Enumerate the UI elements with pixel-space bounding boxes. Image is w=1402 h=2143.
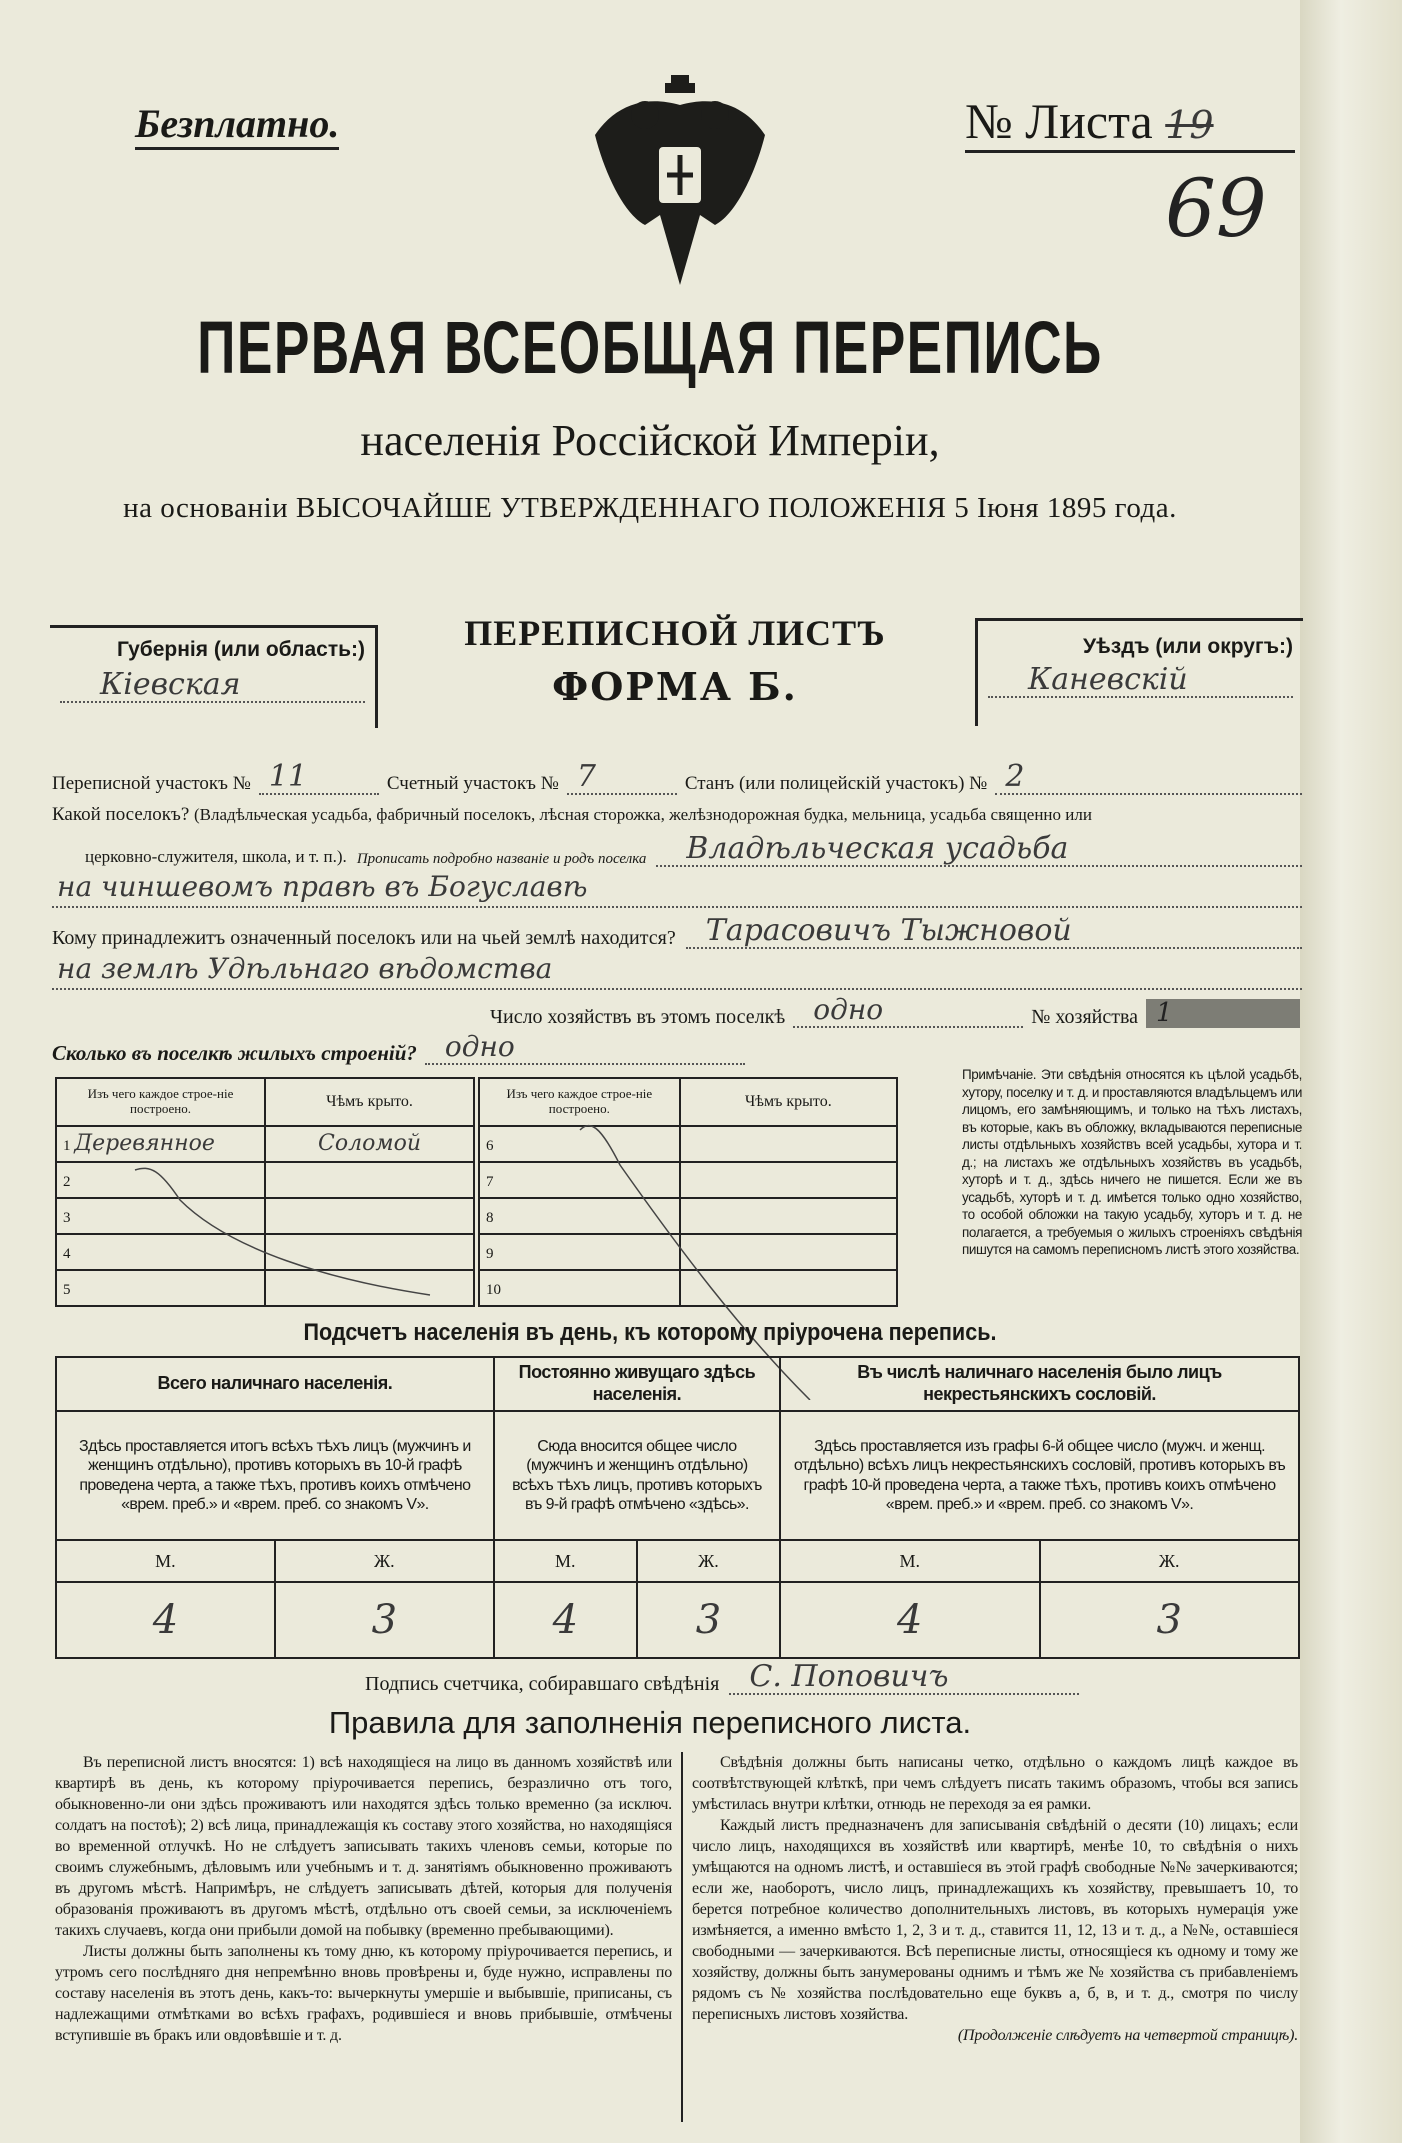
- settlement-q: Какой поселокъ?: [52, 804, 190, 825]
- building-row: [479, 1162, 897, 1198]
- imperial-eagle-emblem: [585, 75, 775, 290]
- male-count: 4: [494, 1582, 637, 1658]
- buildings-question: Сколько въ поселкѣ жилыхъ строеній?: [52, 1040, 417, 1065]
- settlement-row: [85, 832, 1302, 867]
- building-material: [56, 1198, 265, 1234]
- household-no-value: 1: [1146, 999, 1300, 1028]
- female-count: 3: [1040, 1582, 1300, 1658]
- building-row: [479, 1126, 897, 1162]
- form-header: [380, 612, 970, 709]
- buildings-table-left: [55, 1077, 475, 1307]
- building-row: [56, 1234, 474, 1270]
- building-material: [56, 1234, 265, 1270]
- signature-row: [365, 1660, 1079, 1695]
- population-group-desc: Сюда вносится общее число (мужчинъ и женщинъ отдѣльно) всѣхъ тѣхъ лицъ, противъ которыхъ въ 9-й графѣ отмѣчено «здѣсь».: [494, 1411, 780, 1540]
- legal-basis: на основаніи ВЫСОЧАЙШЕ УТВЕРЖДЕННАГО ПОЛОЖЕНІЯ 5 Іюня 1895 года.: [123, 492, 1177, 524]
- rule-paragraph: Листы должны быть заполнены къ тому дню, къ которому пріурочивается перепись, и утромъ сего послѣдняго дня непремѣнно вновь провѣрены и, буде нужно, исправлены по составу населенія въ этотъ день, какъ-то: вычеркнуты умершіе и выбывшіе, приписаны, съ надлежащими отмѣтками во всѣхъ графахъ, родившіеся и вновь прибывшіе, отмѣчены вступившіе въ бракъ или овдовѣвшіе и т. д.: [55, 1943, 672, 2044]
- building-roof-value: [680, 1162, 897, 1198]
- building-roof-value: [265, 1234, 474, 1270]
- free-label: Безплатно.: [135, 100, 339, 150]
- building-number: 10: [486, 1281, 501, 1298]
- uezd-value: Каневскій: [988, 663, 1293, 698]
- building-row: [56, 1162, 474, 1198]
- continued-note: (Продолженіе слѣдуетъ на четвертой страницѣ).: [957, 2027, 1298, 2044]
- building-number: 8: [486, 1209, 494, 1226]
- census-district-label: Переписной участокъ №: [52, 773, 251, 795]
- building-number: 7: [486, 1173, 494, 1190]
- building-number: 6: [486, 1137, 494, 1154]
- districts-row: [52, 760, 1302, 795]
- building-number: 2: [63, 1173, 71, 1190]
- building-material: [479, 1198, 680, 1234]
- settlement-value-1: Владѣльческая усадьба: [656, 832, 1302, 867]
- sheet-number-text: № Листа: [965, 93, 1153, 149]
- subtitle: населенія Россійской Имперіи,: [360, 416, 940, 465]
- female-label: Ж.: [637, 1540, 780, 1582]
- building-material: [479, 1234, 680, 1270]
- stan-label: Станъ (или полицейскій участокъ) №: [684, 773, 988, 795]
- building-row: [479, 1198, 897, 1234]
- rule-paragraph: Свѣдѣнія должны быть написаны четко, отдѣльно о каждомъ лицѣ каждое въ соотвѣтствующей клѣткѣ, при чемъ слѣдуетъ писать такимъ образомъ, чтобы вся запись умѣстилась внутри клѣтки, отнюдь не переходя за ея рамки.: [692, 1754, 1298, 1813]
- female-count: 3: [637, 1582, 780, 1658]
- col-material: Изъ чего каждое строе-ніе построено.: [56, 1078, 265, 1126]
- building-material-value: Деревянное: [74, 1130, 215, 1156]
- gubernia-value: Кіевская: [60, 668, 365, 703]
- households-label: Число хозяйствъ въ этомъ поселкѣ: [490, 1005, 786, 1028]
- sheet-number-handwritten: 69: [1165, 162, 1267, 255]
- rules-left-column: [55, 1752, 672, 2046]
- population-group-title: Всего наличнаго населенія.: [56, 1357, 494, 1411]
- building-row: [56, 1198, 474, 1234]
- gubernia-label: Губернія (или область:): [116, 638, 365, 661]
- census-district-value: 11: [259, 760, 379, 795]
- male-count: 4: [56, 1582, 275, 1658]
- building-material: [479, 1126, 680, 1162]
- owner-value-1: Тарасовичъ Тыжновой: [686, 914, 1302, 949]
- building-number: 5: [63, 1281, 71, 1298]
- col-material: Изъ чего каждое строе-ніе построено.: [479, 1078, 680, 1126]
- building-number: 3: [63, 1209, 71, 1226]
- form-title: ПЕРЕПИСНОЙ ЛИСТЪ: [464, 613, 886, 653]
- buildings-value: одно: [425, 1032, 745, 1065]
- page-title: ПЕРВАЯ ВСЕОБЩАЯ ПЕРЕПИСЬ: [197, 306, 1103, 389]
- building-number: 4: [63, 1245, 71, 1262]
- building-number: 9: [486, 1245, 494, 1262]
- male-label: М.: [494, 1540, 637, 1582]
- settlement-instr: Прописать подробно названіе и родъ поселка: [356, 850, 647, 867]
- owner-question: Кому принадлежитъ означенный поселокъ или на чьей землѣ находится?: [52, 927, 676, 949]
- building-roof-value: [265, 1162, 474, 1198]
- settlement-value-2: на чиншевомъ правѣ въ Богуславѣ: [52, 872, 1302, 908]
- rule-paragraph: Въ переписной листъ вносятся: 1) всѣ находящіеся на лицо въ данномъ хозяйствѣ или квартирѣ въ день, къ которому пріурочивается перепись, безразлично отъ того, обыкновенно-ли они здѣсь проживаютъ или находятся здѣсь только временно (за исключ. солдатъ на постоѣ); 2) всѣ лица, принадлежащія къ составу этого хозяйства, но находящіяся во временной отлучкѣ. Но не слѣдуетъ записывать такихъ членовъ семьи, которые по своимъ служебнымъ, дѣловымъ или учебнымъ и т. д. занятіямъ обыкновенно проживаютъ въ другомъ мѣстѣ. Напримѣръ, не слѣдуетъ записывать дѣтей, которыя для полученія образованія проживаютъ въ другомъ мѣстѣ, отдѣльно отъ своей семьи, за исключеніемъ такихъ случаевъ, когда они прибыли домой на побывку (временно пребывающими).: [55, 1754, 672, 1939]
- population-heading: Подсчетъ населенія въ день, къ которому пріурочена перепись.: [303, 1319, 997, 1346]
- building-roof-value: [265, 1198, 474, 1234]
- building-material: [56, 1162, 265, 1198]
- uezd-box: [975, 618, 1303, 726]
- settlement-question: [52, 805, 1302, 826]
- male-count: 4: [780, 1582, 1039, 1658]
- building-row: [56, 1270, 474, 1306]
- buildings-row: [52, 1032, 745, 1065]
- gubernia-box: [50, 625, 378, 728]
- building-material: [56, 1270, 265, 1306]
- female-label: Ж.: [1040, 1540, 1300, 1582]
- buildings-table-right: [478, 1077, 898, 1307]
- column-divider: [681, 1752, 683, 2122]
- settlement-hint: (Владѣльческая усадьба, фабричный поселокъ, лѣсная сторожка, желѣзнодорожная будка, мельница, усадьба священно или: [194, 805, 1092, 824]
- buildings-note: Примѣчаніе. Эти свѣдѣнія относятся къ цѣлой усадьбѣ, хутору, поселку и т. д. и проставляются владѣльцемъ или лицомъ, его замѣняющимъ, и только на тѣхъ листахъ, въ которые, какъ въ обложку, вкладываются переписные листы отдѣльныхъ хозяйствъ всей усадьбы, хутора и т. д.; на листахъ же отдѣльныхъ хозяйствъ въ усадьбѣ, хуторѣ и т. д., здѣсь ничего не пишется. Если же въ усадьбѣ, хуторѣ и т. д. имѣется только одно хозяйство, то особой обложки на такую усадьбу, хуторъ и т. д. не полагается, а требуемыя о жилыхъ строеніяхъ свѣдѣнія пишутся на самомъ переписномъ листѣ этого хозяйства.: [962, 1067, 1302, 1257]
- building-row: [56, 1126, 474, 1162]
- building-row: [479, 1270, 897, 1306]
- rules-title: Правила для заполненія переписного листа.: [328, 1705, 972, 1740]
- page-edge: [1300, 0, 1402, 2143]
- signature-value: С. Поповичъ: [729, 1660, 1079, 1695]
- building-row: [479, 1234, 897, 1270]
- title-wrap: [0, 305, 1300, 390]
- population-group-title: Постоянно живущаго здѣсь населенія.: [494, 1357, 780, 1411]
- signature-label: Подпись счетчика, собиравшаго свѣдѣнія: [365, 1673, 720, 1695]
- form-name: ФОРМА Б.: [552, 664, 798, 709]
- households-row: [490, 995, 1300, 1028]
- population-group-desc: Здѣсь проставляется итогъ всѣхъ тѣхъ лицъ (мужчинъ и женщинъ отдѣльно), противъ которыхъ въ 10-й графѣ проведена черта, а также тѣхъ, противъ коихъ отмѣчено «врем. преб.» и «врем. преб. со знакомъ V».: [56, 1411, 494, 1540]
- male-label: М.: [780, 1540, 1039, 1582]
- col-roof: Чѣмъ крыто.: [680, 1078, 897, 1126]
- female-count: 3: [275, 1582, 494, 1658]
- owner-row: [52, 914, 1302, 949]
- population-heading-wrap: [0, 1320, 1300, 1346]
- rules-right-column: [692, 1752, 1298, 2046]
- building-roof-value: [680, 1270, 897, 1306]
- building-roof-value: [680, 1234, 897, 1270]
- col-roof: Чѣмъ крыто.: [265, 1078, 474, 1126]
- count-district-value: 7: [567, 760, 677, 795]
- sheet-number-crossed: 19: [1165, 103, 1214, 147]
- building-roof-value: [680, 1126, 897, 1162]
- settlement-hint2: церковно-служителя, школа, и т. п.).: [85, 847, 347, 867]
- female-label: Ж.: [275, 1540, 494, 1582]
- count-district-label: Счетный участокъ №: [386, 773, 559, 795]
- sheet-number-label: [965, 92, 1295, 153]
- household-no-label: № хозяйства: [1031, 1005, 1139, 1028]
- rule-paragraph: Каждый листъ предназначенъ для записыванія свѣдѣній о десяти (10) лицахъ; если число лицъ, находящихся въ хозяйствѣ или квартирѣ, менѣе 10, то свѣдѣнія о нихъ умѣщаются на одномъ листѣ, и оставшіеся въ этой графѣ свободные №№ зачеркиваются; если же, наоборотъ, число лицъ, принадлежащихъ къ хозяйству, превышаетъ 10, то берется потребное количество дополнительныхъ листовъ, въ которыхъ нумерація уже измѣняется, а именно вмѣсто 1, 2, 3 и т. д., ставится 11, 12, 13 и т. д., а №№, оставшіеся свободными — зачеркиваются. Всѣ переписные листы, относящіеся къ одному и тому же хозяйству, должны быть занумерованы однимъ и тѣмъ же № хозяйства съ прибавленіемъ рядомъ съ № хозяйства послѣдовательно еще буквъ а, б, в, и т. д., смотря по числу переписныхъ листовъ хозяйства.: [692, 1817, 1298, 2023]
- building-roof-value: [680, 1198, 897, 1234]
- building-material: [479, 1162, 680, 1198]
- population-group-title: Въ числѣ наличнаго населенія было лицъ некрестьянскихъ сословій.: [780, 1357, 1299, 1411]
- stan-value: 2: [995, 760, 1302, 795]
- uezd-label: Уѣздъ (или округъ:): [1082, 635, 1293, 658]
- owner-value-2: на землѣ Удѣльнаго вѣдомства: [52, 954, 1302, 990]
- building-roof-value: Соломой: [265, 1126, 474, 1162]
- population-table: [55, 1356, 1300, 1659]
- households-value: одно: [793, 995, 1023, 1028]
- building-roof-value: [265, 1270, 474, 1306]
- building-material: [56, 1126, 265, 1162]
- building-number: 1: [63, 1137, 71, 1154]
- building-material: [479, 1270, 680, 1306]
- population-group-desc: Здѣсь проставляется изъ графы 6-й общее число (мужч. и женщ. отдѣльно) всѣхъ лицъ некрестьянскихъ сословій, противъ которыхъ въ графѣ 10-й проведена черта, а также тѣхъ, противъ коихъ отмѣчено «врем. преб.» и «врем. преб. со знакомъ V».: [780, 1411, 1299, 1540]
- male-label: М.: [56, 1540, 275, 1582]
